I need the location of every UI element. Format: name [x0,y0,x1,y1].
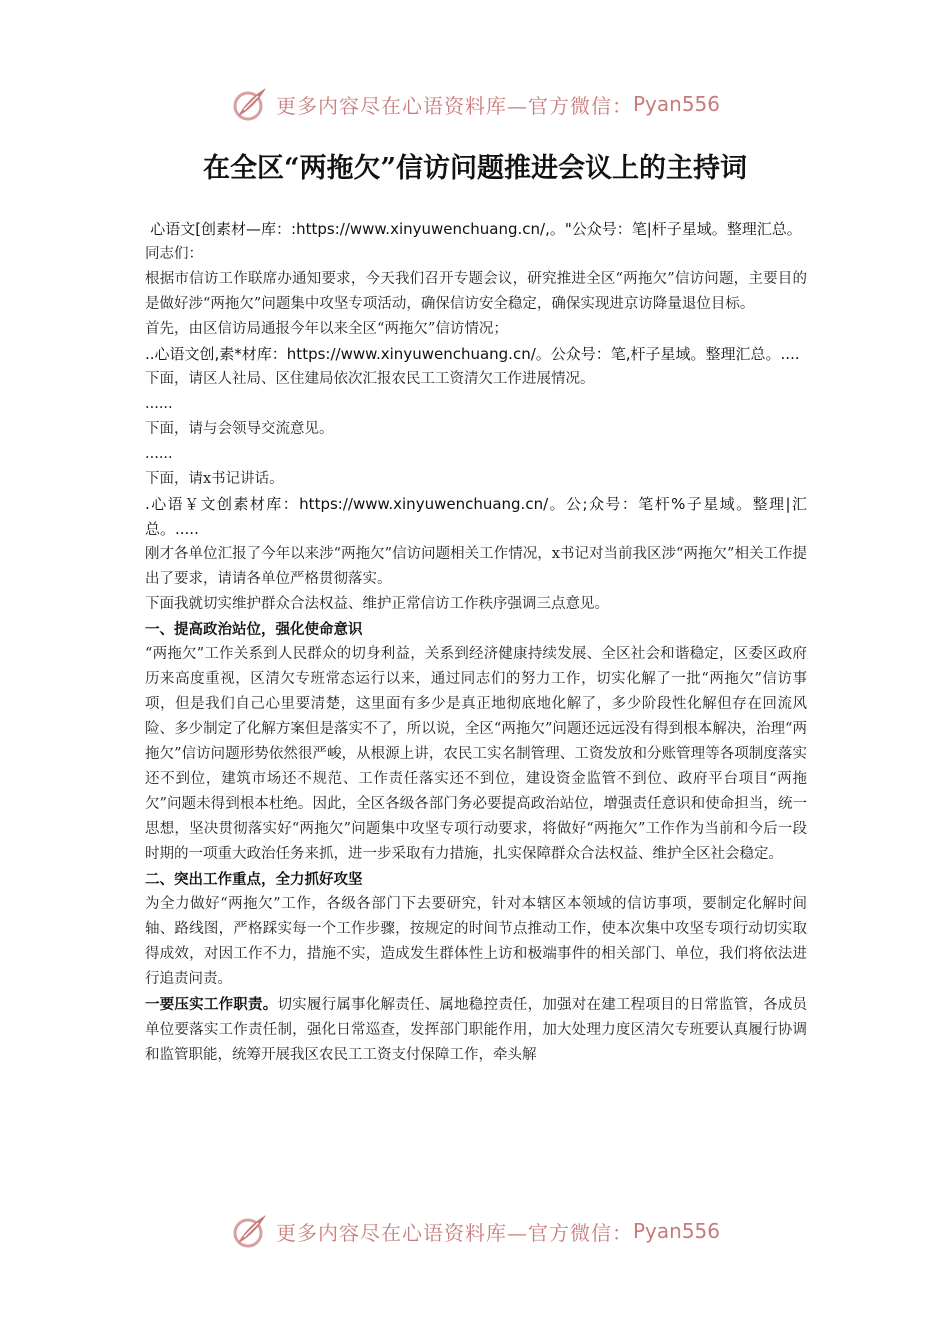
paragraph: 首先，由区信访局通报今年以来全区“两拖欠”信访情况； [145,321,508,337]
header-banner [0,84,950,124]
paragraph: 下面，请与会领导交流意见。 [145,421,334,437]
banner-wechat-id: Pyan556 [632,1219,720,1243]
paragraph: 下面，请x书记讲话。 [145,471,284,487]
paragraph: 下面，请区人社局、区住建局依次汇报农民工工资清欠工作进展情况。 [145,371,595,387]
footer-banner [0,1211,950,1251]
banner-text: 更多内容尽在心语资料库—官方微信： [275,93,633,118]
document-title: 在全区“两拖欠”信访问题推进会议上的主持词 [202,153,748,184]
paragraph [145,992,807,1068]
paragraph-lead: 一要压实工作职责。 [145,996,278,1013]
paragraph-rest: 切实履行属事化解责任、属地稳控责任，加强对在建工程项目的日常监管，各成员单位要落实工作责任制，强化日常巡查，发挥部门职能作用，加大处理力度区清欠专班要认真履行协调和监管职能，统筹开展我区农民工工资支付保障工作，牵头解 [145,997,808,1063]
source-line: .心语￥文创素材库：https://www.xinyuwenchuang.cn/。公;众号：笔杆%子星域。整理|汇总。..... [145,495,807,538]
ellipsis: ...... [145,396,173,412]
section-heading: 二、突出工作重点，全力抓好攻坚 [145,871,363,888]
document-body [145,217,807,1068]
paragraph: 刚才各单位汇报了今年以来涉“两拖欠”信访问题相关工作情况，x书记对当前我区涉“两拖欠”相关工作提出了要求，请请各单位严格贯彻落实。 [145,546,807,587]
salutation: 同志们： [145,246,203,262]
source-line: ..心语文创,素*材库：https://www.xinyuwenchuang.cn/。公众号：笔,杆子星域。整理汇总。.... [145,345,800,363]
quill-logo-icon [230,84,270,124]
paragraph: 根据市信访工作联席办通知要求，今天我们召开专题会议，研究推进全区“两拖欠”信访问题，主要目的是做好涉“两拖欠”问题集中攻坚专项活动，确保信访安全稳定，确保实现进京访降量退位目标。 [145,271,807,312]
paragraph: “两拖欠”工作关系到人民群众的切身利益，关系到经济健康持续发展、全区社会和谐稳定，区委区政府历来高度重视，区清欠专班常态运行以来，通过同志们的努力工作，切实化解了一批“两拖欠”信访事项，但是我们自己心里要清楚，这里面有多少是真正地彻底地化解了，多少阶段性化解但存在回流风险、多少制定了化解方案但是落实不了，所以说，全区“两拖欠”问题还远远没有得到根本解决，治理“两拖欠”信访问题形势依然很严峻，从根源上讲，农民工实名制管理、工资发放和分账管理等各项制度落实还不到位，建筑市场还不规范、工作责任落实还不到位，建设资金监管不到位、政府平台项目“两拖欠”问题未得到根本杜绝。因此，全区各级各部门务必要提高政治站位，增强责任意识和使命担当，统一思想，坚决贯彻落实好“两拖欠”问题集中攻坚专项行动要求，将做好“两拖欠”工作作为当前和今后一段时期的一项重大政治任务来抓，进一步采取有力措施，扎实保障群众合法权益、维护全区社会稳定。 [145,646,807,862]
ellipsis: ...... [145,446,173,462]
banner-text: 更多内容尽在心语资料库—官方微信： [275,1220,633,1245]
banner-wechat-id: Pyan556 [632,92,720,116]
paragraph: 下面我就切实维护群众合法权益、维护正常信访工作秩序强调三点意见。 [145,596,609,612]
source-line: 心语文[创素材—库：:https://www.xinyuwenchuang.cn/,。"公众号：笔|杆子星域。整理汇总。 [150,220,802,238]
quill-logo-icon [230,1211,270,1251]
section-heading: 一、提高政治站位，强化使命意识 [145,621,363,638]
paragraph: 为全力做好“两拖欠”工作，各级各部门下去要研究，针对本辖区本领域的信访事项，要制定化解时间轴、路线图，严格踩实每一个工作步骤，按规定的时间节点推动工作，使本次集中攻坚专项行动切实取得成效，对因工作不力，措施不实，造成发生群体性上访和极端事件的相关部门、单位，我们将依法进行追责问责。 [145,896,807,987]
